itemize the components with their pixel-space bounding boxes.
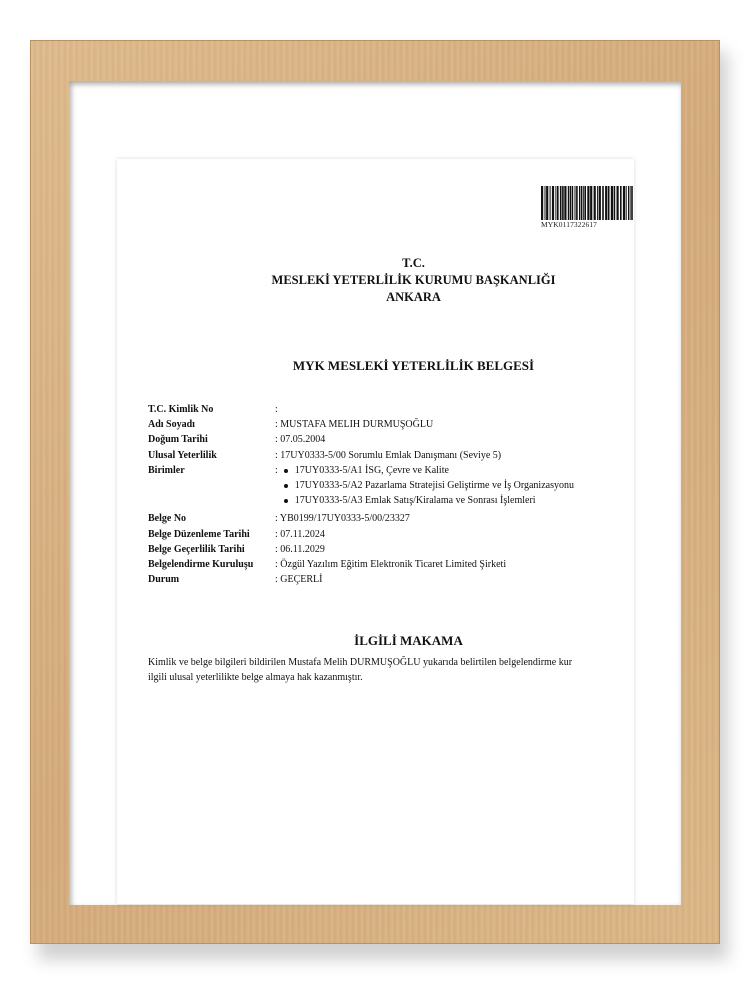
header-line-city: ANKARA xyxy=(386,290,441,304)
birimler-prefix: : xyxy=(275,464,278,476)
field-label: Durum xyxy=(148,574,180,586)
field-belge-no xyxy=(148,511,574,526)
field-value: : 07.05.2004 xyxy=(275,434,326,446)
header-line-tc: T.C. xyxy=(402,256,425,270)
field-label: T.C. Kimlik No xyxy=(148,404,214,415)
frame-mat xyxy=(69,81,681,905)
field-label: Birimler xyxy=(148,464,185,476)
field-label: Ulusal Yeterlilik xyxy=(148,449,217,461)
field-kurulus xyxy=(148,557,574,572)
field-dogum-tarihi xyxy=(148,432,574,447)
certificate-fields xyxy=(148,402,574,587)
field-gecerlilik-tarihi xyxy=(148,542,574,557)
section-title: İLGİLİ MAKAMA xyxy=(354,633,463,648)
field-value: : YB0199/17UY0333-5/00/23327 xyxy=(275,513,410,525)
field-value: : Özgül Yazılım Eğitim Elektronik Ticaret Limited Şirketi xyxy=(275,559,507,571)
field-birimler xyxy=(148,463,574,509)
field-value: : 17UY0333-5/00 Sorumlu Emlak Danışmanı (Seviye 5) xyxy=(275,449,502,461)
list-item: 17UY0333-5/A1 İSG, Çevre ve Kalite xyxy=(282,463,574,478)
field-tc-kimlik-no xyxy=(148,402,574,417)
statement-line-2: ilgili ulusal yeterlilikte belge almaya hak kazanmıştır. xyxy=(148,672,363,683)
field-value: : xyxy=(275,404,278,415)
field-label: Belgelendirme Kuruluşu xyxy=(148,559,254,571)
status-value: : GEÇERLİ xyxy=(275,574,323,586)
field-value xyxy=(275,463,574,509)
field-ulusal-yeterlilik xyxy=(148,448,574,463)
field-value: : MUSTAFA MELIH DURMUŞOĞLU xyxy=(275,419,434,431)
list-item: 17UY0333-5/A2 Pazarlama Stratejisi Geliştirme ve İş Organizasyonu xyxy=(282,478,574,493)
field-label: Belge Düzenleme Tarihi xyxy=(148,528,250,540)
field-label: Belge Geçerlilik Tarihi xyxy=(148,543,245,555)
barcode-icon xyxy=(541,186,634,220)
field-label: Belge No xyxy=(148,513,187,525)
units-list xyxy=(278,463,574,509)
certificate-document xyxy=(117,159,634,904)
field-adi-soyadi xyxy=(148,417,574,432)
header-line-institution: MESLEKİ YETERLİLİK KURUMU BAŞKANLIĞI xyxy=(271,273,556,287)
statement-text xyxy=(148,655,634,685)
picture-frame xyxy=(30,40,720,944)
field-duzenleme-tarihi xyxy=(148,527,574,542)
field-value: : 06.11.2029 xyxy=(275,543,325,555)
barcode-block xyxy=(541,186,634,229)
certificate-title: MYK MESLEKİ YETERLİLİK BELGESİ xyxy=(292,358,535,373)
field-value: : 07.11.2024 xyxy=(275,528,325,540)
field-durum xyxy=(148,572,574,587)
field-label: Adı Soyadı xyxy=(148,419,195,431)
issuer-header xyxy=(117,255,634,306)
barcode-number: MYK0117322617 xyxy=(541,220,598,229)
field-label: Doğum Tarihi xyxy=(148,434,208,446)
list-item: 17UY0333-5/A3 Emlak Satış/Kiralama ve Sonrası İşlemleri xyxy=(282,493,574,508)
statement-line-1: Kimlik ve belge bilgileri bildirilen Mustafa Melih DURMUŞOĞLU yukarıda belirtilen belgelendirme kur xyxy=(148,657,573,668)
